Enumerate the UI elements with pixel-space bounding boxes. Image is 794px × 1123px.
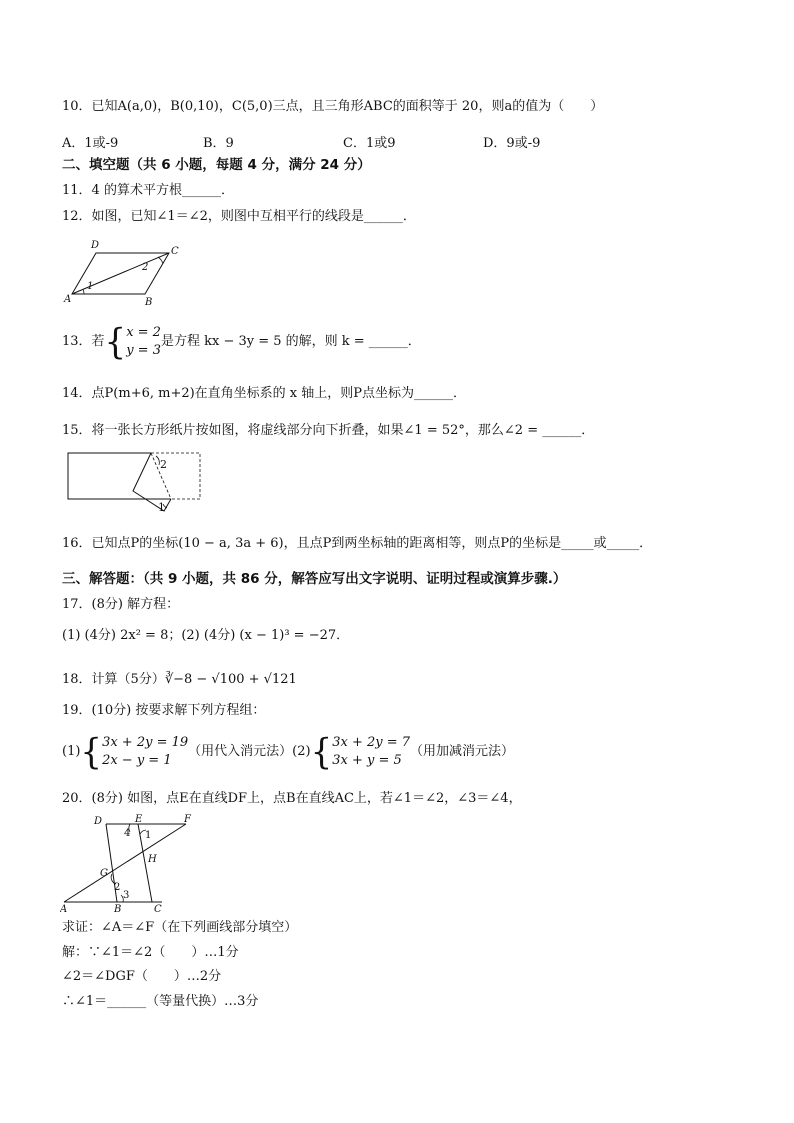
section2-title: 二、填空题（共 6 小题，每题 4 分，满分 24 分）	[62, 157, 371, 173]
q19-p2-system	[332, 734, 410, 770]
q19-p1-label: (1)	[62, 744, 81, 759]
fig15-label-1: 1	[158, 501, 165, 514]
q19-p1-eq1: 3x + 2y = 19	[102, 734, 189, 750]
q18-text: 18．计算（5分）∛−8 − √100 + √121	[62, 672, 297, 687]
fig20-label-1: 1	[145, 830, 152, 841]
fig15-label-2: 2	[160, 458, 167, 471]
fig20-label-f: F	[184, 814, 191, 825]
q19-p2-brace: {	[310, 730, 333, 773]
q16-text: 16．已知点P的坐标(10 − a, 3a + 6)，且点P到两坐标轴的距离相等，则点P的坐标是_____或_____．	[62, 536, 653, 551]
fig20-label-g: G	[100, 868, 108, 879]
q19-p2-eq1: 3x + 2y = 7	[332, 734, 411, 750]
fig20-label-d: D	[94, 816, 103, 827]
fig20-label-4: 4	[124, 828, 131, 839]
q13-line	[62, 322, 421, 362]
fig20-label-a: A	[60, 904, 68, 914]
q10-option-a: A．1或-9	[62, 136, 119, 151]
q19-p1-method: （用代入消元法）	[188, 744, 293, 759]
q19-p1-eq2: 2x − y = 1	[102, 752, 172, 768]
q10-option-b: B．9	[203, 136, 234, 151]
q19-p2-method: （用加减消元法）	[410, 744, 515, 759]
fig20-label-3: 3	[123, 890, 130, 901]
fig12-label-1: 1	[87, 281, 94, 292]
section3-title: 三、解答题：（共 9 小题，共 86 分，解答应写出文字说明、证明过程或演算步骤.）	[62, 571, 567, 587]
q20-figure	[60, 812, 200, 914]
q15-figure	[66, 448, 206, 518]
fig12-label-b: B	[145, 297, 153, 306]
q19-p2-eq2: 3x + y = 5	[332, 752, 402, 768]
q13-prefix: 13．若	[62, 334, 105, 349]
q10-text: 10．已知A(a,0)，B(0,10)，C(5,0)三点，且三角形ABC的面积等于 20，则a的值为（ ）	[62, 99, 604, 114]
fig12-label-a: A	[64, 294, 72, 305]
fig20-label-b: B	[114, 904, 122, 914]
q13-brace: {	[104, 320, 127, 363]
q11-text: 11．4 的算术平方根______．	[62, 183, 234, 198]
q19-title: 19．(10分) 按要求解下列方程组：	[62, 703, 266, 718]
q17-parts: (1) (4分) 2x² = 8；(2) (4分) (x − 1)³ = −27．	[62, 628, 350, 643]
q13-system	[126, 324, 161, 360]
fig12-label-c: C	[171, 246, 179, 257]
fig20-label-e: E	[135, 814, 143, 825]
q19-systems	[62, 732, 514, 772]
q20-text: 20．(8分) 如图，点E在直线DF上，点B在直线AC上，若∠1＝∠2，∠3＝∠4，	[62, 791, 522, 806]
q19-p2-label: (2)	[292, 744, 311, 759]
q13-eq1: x = 2	[126, 324, 161, 340]
fig20-label-c: C	[154, 904, 162, 914]
q12-figure	[62, 236, 192, 306]
q19-p1-brace: {	[80, 730, 103, 773]
q10-option-d: D．9或-9	[483, 136, 541, 151]
fig12-label-d: D	[91, 240, 100, 251]
q10-option-c: C．1或9	[343, 136, 396, 151]
fig20-label-2: 2	[114, 882, 121, 893]
q19-p1-system	[102, 734, 188, 770]
q20-prove: 求证：∠A＝∠F（在下列画线部分填空）	[62, 920, 298, 935]
q12-text: 12．如图，已知∠1＝∠2，则图中互相平行的线段是______．	[62, 209, 416, 224]
q17-title: 17．(8分) 解方程：	[62, 597, 180, 612]
q15-text: 15．将一张长方形纸片按如图，将虚线部分向下折叠，如果∠1 = 52°，那么∠2 = ______．	[62, 423, 595, 438]
q20-step1: 解：∵∠1＝∠2（ ）…1分	[62, 945, 239, 960]
q14-text: 14．点P(m+6, m+2)在直角坐标系的 x 轴上，则P点坐标为______．	[62, 386, 467, 401]
fig12-label-2: 2	[142, 262, 149, 273]
q20-step3: ∴∠1＝______（等量代换）…3分	[62, 994, 259, 1009]
q13-eq2: y = 3	[126, 342, 161, 358]
fig20-label-h: H	[148, 854, 157, 865]
q20-step2: ∠2＝∠DGF（ ）…2分	[62, 969, 222, 984]
q13-suffix: 是方程 kx − 3y = 5 的解，则 k = ______．	[160, 334, 421, 349]
